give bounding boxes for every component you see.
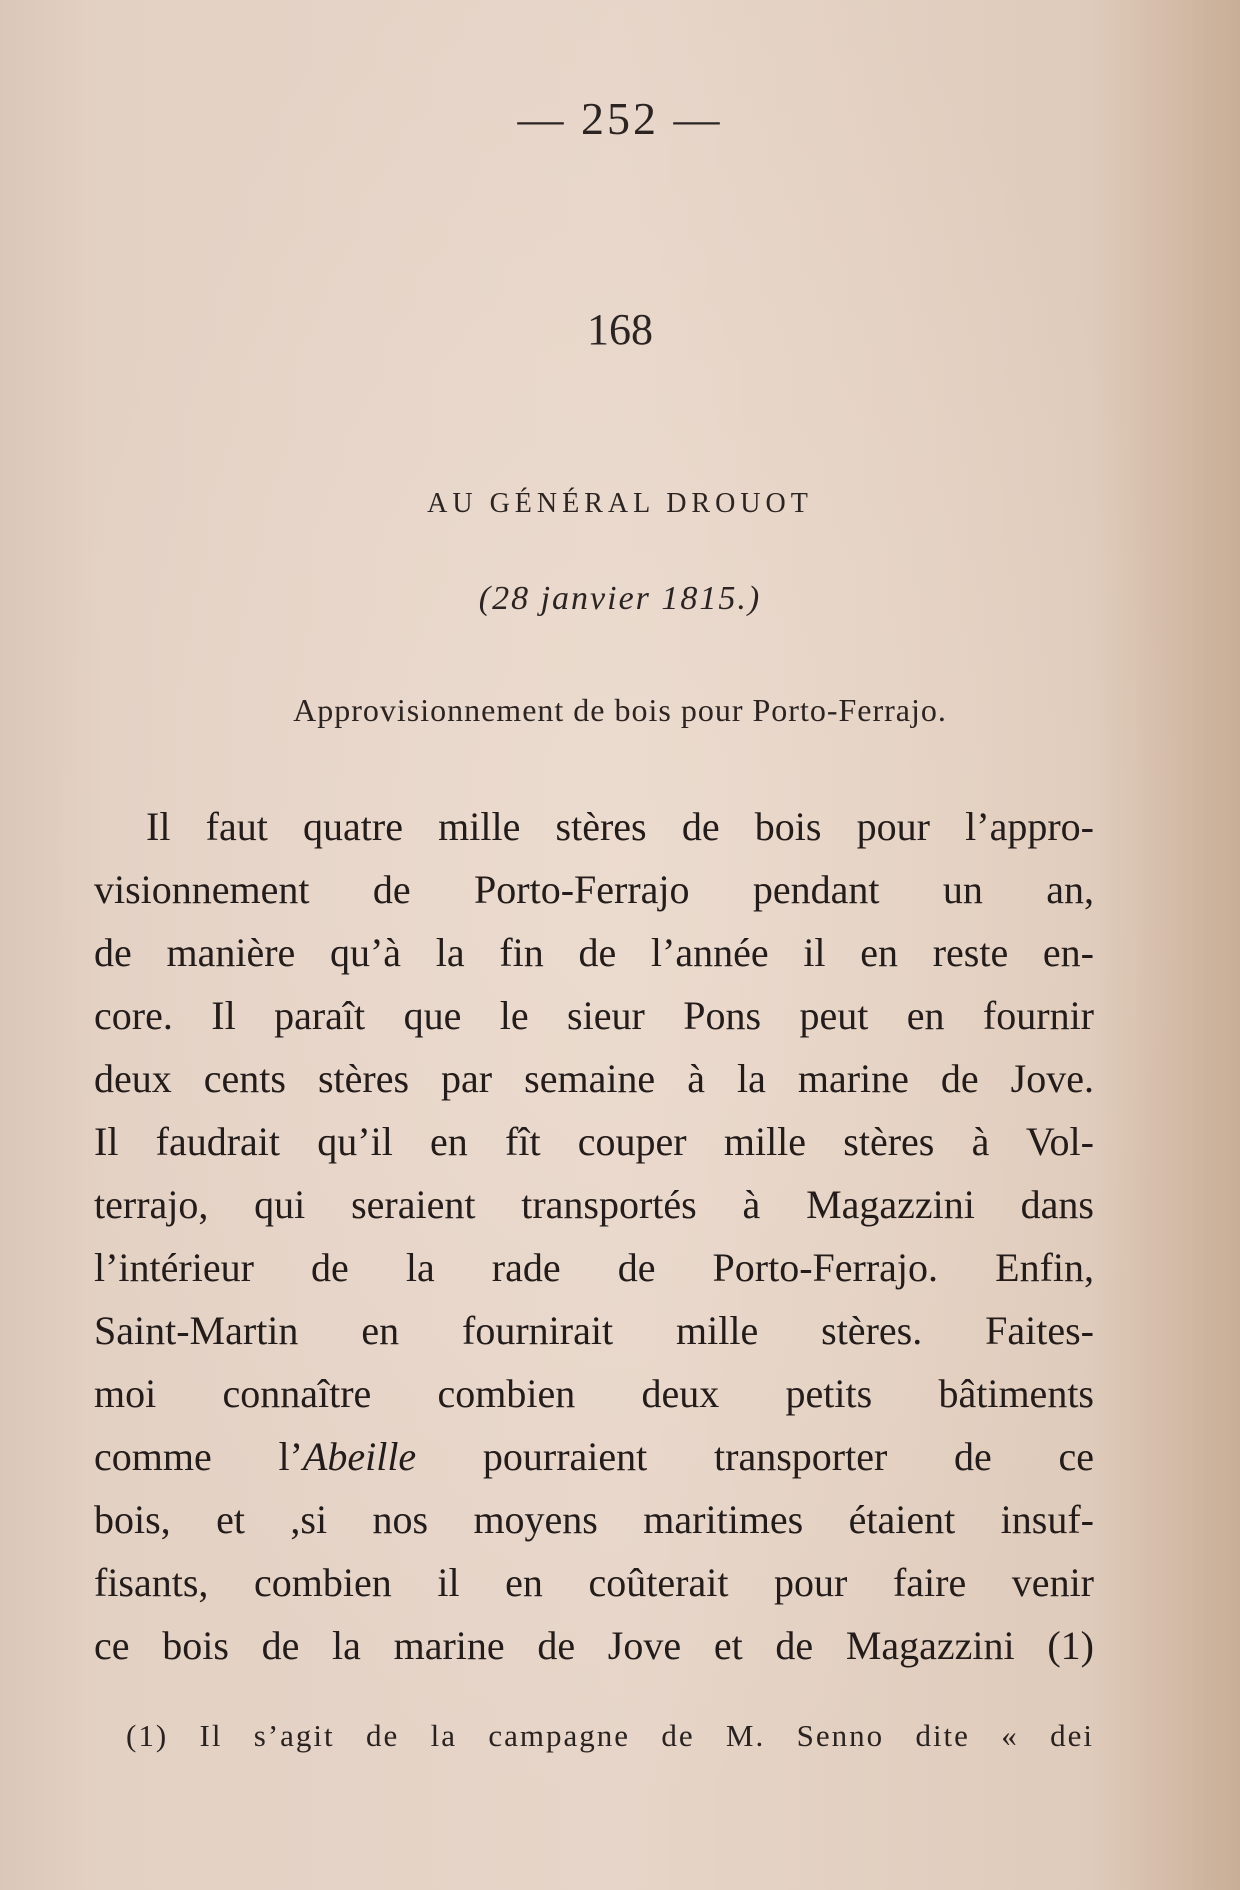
body-line: bois, et ,si nos moyens maritimes étaient insuf- — [94, 1497, 1094, 1542]
letter-number: 168 — [587, 305, 653, 354]
body-line-part: comme l’ — [94, 1434, 303, 1479]
letter-body — [94, 795, 1094, 1677]
body-line: Saint-Martin en fournirait mille stères. Faites- — [94, 1308, 1094, 1353]
body-line-part: pourraient transporter de ce — [416, 1434, 1094, 1479]
footnote: (1) Il s’agit de la campagne de M. Senno dite « dei — [126, 1718, 1094, 1753]
body-line: ce bois de la marine de Jove et de Magazzini (1) — [94, 1623, 1094, 1668]
body-line-with-ship-name — [94, 1425, 1094, 1488]
body-line: Il faut quatre mille stères de bois pour l’appro- — [146, 804, 1094, 849]
letter-date: (28 janvier 1815.) — [478, 580, 762, 617]
body-line: visionnement de Porto-Ferrajo pendant un an, — [94, 867, 1094, 912]
body-line: core. Il paraît que le sieur Pons peut en fournir — [94, 993, 1094, 1038]
body-line: fisants, combien il en coûterait pour faire venir — [94, 1560, 1094, 1605]
body-line: moi connaître combien deux petits bâtiments — [94, 1371, 1094, 1416]
page-number: — 252 — — [517, 93, 723, 144]
body-line: de manière qu’à la fin de l’année il en reste en- — [94, 930, 1094, 975]
body-line: l’intérieur de la rade de Porto-Ferrajo. Enfin, — [94, 1245, 1094, 1290]
body-line: Il faudrait qu’il en fît couper mille stères à Vol- — [94, 1119, 1094, 1164]
letter-recipient: AU GÉNÉRAL DROUOT — [427, 488, 813, 519]
body-line: terrajo, qui seraient transportés à Magazzini dans — [94, 1182, 1094, 1227]
body-line: deux cents stères par semaine à la marine de Jove. — [94, 1056, 1094, 1101]
ship-name: Abeille — [302, 1434, 417, 1479]
letter-subject: Approvisionnement de bois pour Porto-Ferrajo. — [293, 692, 947, 728]
